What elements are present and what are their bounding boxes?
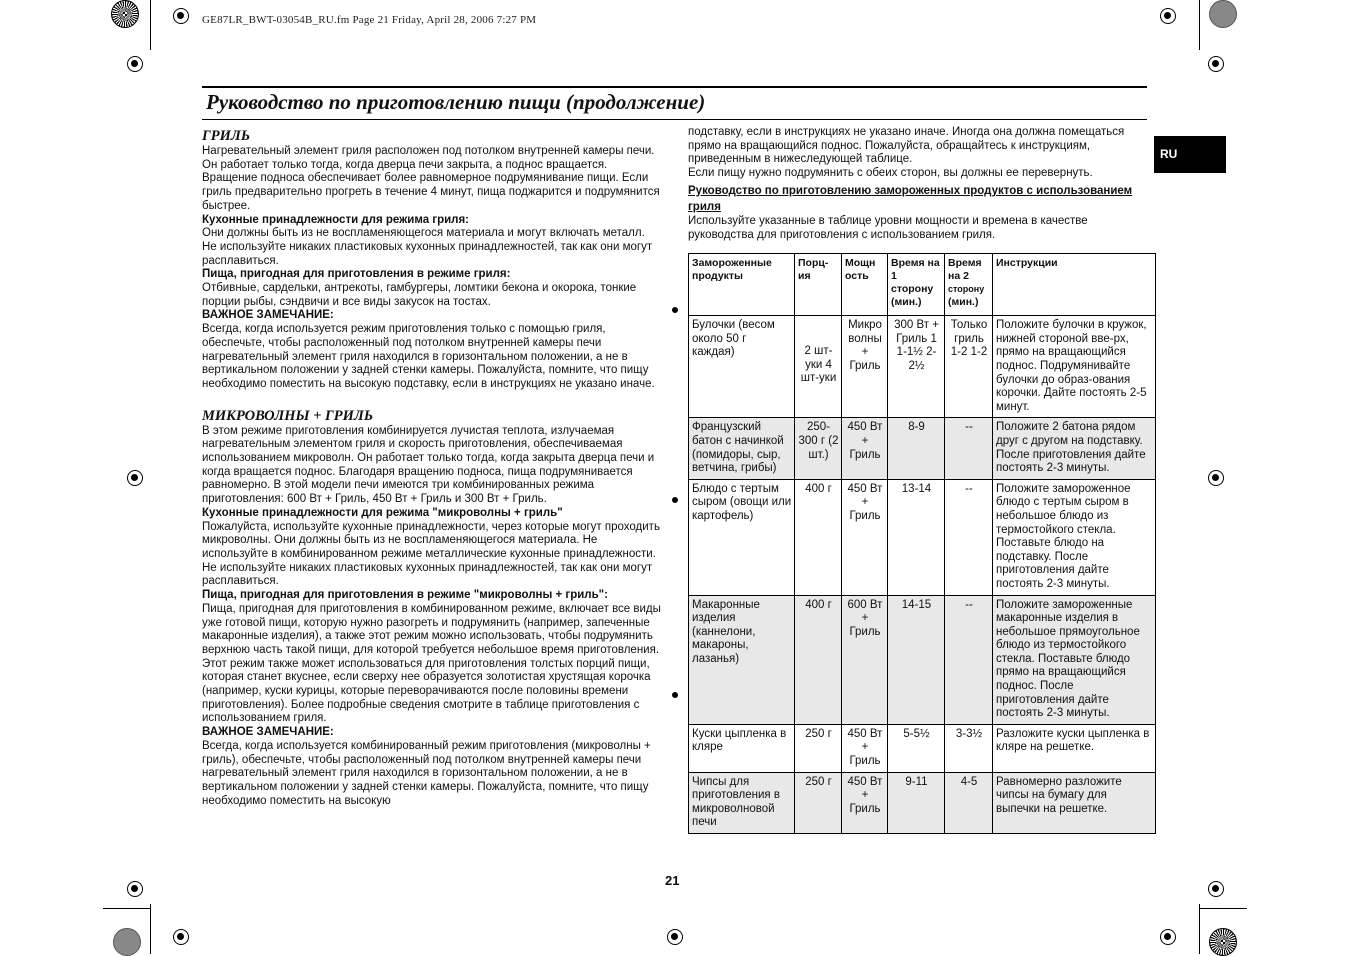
combo-food-text: Пища, пригодная для приготовления в комбинированном режиме, включает все виды уже готовой пищи, которую нужно разогреть и подрумянить (например, запеченные макаронные изделия), а также этот режим можно использовать, чтобы подрумянить верхнюю часть такой пищи, для которой требуется небольшое время приготовления. — [202, 602, 661, 656]
continued-text-2: Если пищу нужно подрумянить с обеих сторон, вы должны ее перевернуть. — [688, 167, 1093, 180]
cell-time-side2: Только гриль 1-2 1-2 — [945, 316, 993, 418]
cell-product: Французский батон с начинкой (помидоры, сыр, ветчина, грибы) — [689, 418, 795, 479]
cell-instructions: Положите замороженные макаронные изделия в небольшое прямоугольное блюдо из термостойкого стекла. Поставьте блюдо прямо на вращающийся поднос. После приготовления дайте постоять 2-3 минуты. — [993, 595, 1156, 724]
table-row — [689, 772, 1156, 833]
header-instructions: Инструкции — [993, 254, 1156, 316]
registration-disc-bottom-left — [113, 928, 141, 956]
frozen-food-table — [688, 253, 1156, 834]
crop-line — [103, 908, 151, 909]
crosshair-mark-left-middle — [127, 470, 143, 486]
registration-sunburst-bottom-right — [1209, 928, 1237, 956]
cell-instructions: Разложите куски цыпленка в кляре на решетке. — [993, 724, 1156, 772]
continued-text: подставку, если в инструкциях не указано иначе. Иногда она должна помещаться прямо на вращающийся поднос. Пожалуйста, обращайтесь к инструкциям, приведенным в нижеследующей таблице. — [688, 126, 1125, 166]
header-product: Замороженные продукты — [689, 254, 795, 316]
cell-power: 450 Вт + Гриль — [842, 479, 888, 595]
grill-food-heading: Пища, пригодная для приготовления в режиме гриля: — [202, 268, 511, 281]
registration-sunburst-top-left — [111, 0, 139, 28]
right-column — [688, 126, 1148, 834]
frozen-guide-title: Руководство по приготовлению замороженных продуктов с использованием гриля — [688, 184, 1133, 213]
cell-power: 600 Вт + Гриль — [842, 595, 888, 724]
cell-product: Блюдо с тертым сыром (овощи или картофель) — [689, 479, 795, 595]
cell-product: Куски цыпленка в кляре — [689, 724, 795, 772]
grill-note-heading: ВАЖНОЕ ЗАМЕЧАНИЕ: — [202, 309, 334, 322]
crosshair-mark-bottom-right — [1160, 929, 1176, 945]
crop-line — [150, 904, 151, 954]
combo-note-heading: ВАЖНОЕ ЗАМЕЧАНИЕ: — [202, 726, 334, 739]
grill-food-text: Отбивные, сардельки, антрекоты, гамбургеры, ломтики бекона и окорока, тонкие порции рыбы, сэндвичи и все виды закусок на тостах. — [202, 282, 637, 308]
grill-paragraph: Нагревательный элемент гриля расположен под потолком внутренней камеры печи. Он работает только тогда, когда дверца печи закрыта, а поднос вращается. Вращение подноса обеспечивает более равномерное подрумянивание пищи. Если гриль предварительно прогреть в течение 4 минут, пища поджарится и подрумянится быстрее. — [202, 145, 660, 212]
crop-line — [1199, 0, 1200, 50]
cell-time-side2: 3-3½ — [945, 724, 993, 772]
cell-time-side1: 13-14 — [888, 479, 945, 595]
header-power: Мощн ость — [842, 254, 888, 316]
combo-paragraph: В этом режиме приготовления комбинируется лучистая теплота, излучаемая нагревательным элементом гриля и скорость приготовления, обеспечиваемая использованием микроволн. Он работает только тогда, когда закрыта дверца печи и когда вращается поднос. Благодаря вращению подноса, пища подрумянивается равномерно. В этой модели печи имеются три комбинированных режима приготовления: 600 Вт + Гриль, 450 Вт + Гриль и 300 Вт + Гриль. — [202, 424, 655, 506]
combo-accessories-heading: Кухонные принадлежности для режима "микроволны + гриль" — [202, 506, 563, 519]
section-title-grill: ГРИЛЬ — [202, 128, 251, 144]
header-time-side1-unit: (мин.) — [891, 296, 922, 309]
cell-power: 450 Вт + Гриль — [842, 724, 888, 772]
cell-time-side1: 8-9 — [888, 418, 945, 479]
page-title: Руководство по приготовлению пищи (продолжение) — [206, 90, 706, 114]
cell-portion: 250 г — [795, 724, 842, 772]
grill-note-text: Всегда, когда используется режим приготовления только с помощью гриля, обеспечьте, чтобы расположенный под потолком внутренней камеры печи нагревательный элемент гриля находился в горизонтальном положении, а не в вертикальном положении у задней стенки камеры. Пожалуйста, помните, что пищу необходимо поместить на высокую подставку, если в инструкциях не указано иначе. — [202, 323, 655, 390]
grill-accessories-heading: Кухонные принадлежности для режима гриля: — [202, 213, 470, 226]
combo-accessories-text: Пожалуйста, используйте кухонные принадлежности, через которые могут проходить микроволны. Они должны быть из не воспламеняющегося материала. Не используйте в комбинированном режиме металлические кухонные принадлежности. Не используйте никаких пластиковых кухонных принадлежностей, так как они могут расплавиться. — [202, 520, 660, 588]
header-time-side2-small: сторону — [948, 284, 985, 295]
frozen-guide-intro: Используйте указанные в таблице уровни мощности и времена в качестве руководства для приготовления с использованием гриля. — [688, 214, 1088, 241]
header-portion: Порц-ия — [795, 254, 842, 316]
header-time-side1-label: Время на 1 сторону — [891, 257, 940, 296]
crosshair-mark-left-upper — [127, 56, 143, 72]
cell-instructions: Положите замороженное блюдо с тертым сыром в небольшое блюдо из термостойкого стекла. Поставьте блюдо на подставку. После приготовления дайте постоять 2-3 минуты. — [993, 479, 1156, 595]
table-row — [689, 724, 1156, 772]
cell-power: 450 Вт + Гриль — [842, 418, 888, 479]
section-title-combo: МИКРОВОЛНЫ + ГРИЛЬ — [202, 407, 374, 424]
cell-portion: 400 г — [795, 595, 842, 724]
combo-food-heading: Пища, пригодная для приготовления в режиме "микроволны + гриль": — [202, 589, 608, 602]
cell-time-side1: 5-5½ — [888, 724, 945, 772]
crosshair-mark-left-lower — [127, 881, 143, 897]
cell-portion: 400 г — [795, 479, 842, 595]
crosshair-mark-top-left — [173, 8, 189, 24]
binding-dot — [672, 497, 678, 503]
cell-product: Макаронные изделия (каннелони, макароны, лазанья) — [689, 595, 795, 724]
header-time-side1 — [888, 254, 945, 316]
combo-note-text: Всегда, когда используется комбинированный режим приготовления (микроволны + гриль), обеспечьте, чтобы расположенный под потолком внутренней камеры печи нагревательный элемент гриля находился в горизонтальном положении, а не в вертикальном положении у задней стенки камеры. Пожалуйста, помните, что пищу необходимо поместить на высокую — [202, 739, 651, 807]
table-header-row — [689, 254, 1156, 316]
header-time-side2-unit: (мин.) — [948, 296, 979, 309]
cell-product: Булочки (весом около 50 г каждая) — [689, 316, 795, 418]
page-number: 21 — [665, 873, 680, 888]
cell-time-side2: 4-5 — [945, 772, 993, 833]
table-row — [689, 595, 1156, 724]
crop-line — [1199, 904, 1200, 954]
left-column — [202, 126, 662, 808]
crosshair-mark-bottom-center — [667, 929, 683, 945]
crosshair-mark-top-right — [1160, 8, 1176, 24]
binding-dot — [672, 692, 678, 698]
crosshair-mark-bottom-left — [173, 929, 189, 945]
cell-time-side1: 14-15 — [888, 595, 945, 724]
cell-portion: 250-300 г (2 шт.) — [795, 418, 842, 479]
crop-line — [150, 0, 151, 50]
cell-time-side2: -- — [945, 418, 993, 479]
table-row — [689, 418, 1156, 479]
title-rule-top — [202, 86, 1147, 88]
cell-portion: 2 шт-уки 4 шт-уки — [795, 316, 842, 418]
table-row — [689, 316, 1156, 418]
title-rule-bottom — [202, 119, 1147, 120]
registration-disc-top-right — [1209, 0, 1237, 28]
binding-dot — [672, 307, 678, 313]
language-tab: RU — [1154, 136, 1226, 173]
cell-power: Микро волны + Гриль — [842, 316, 888, 418]
cell-portion: 250 г — [795, 772, 842, 833]
crop-line — [1199, 908, 1247, 909]
cell-product: Чипсы для приготовления в микроволновой печи — [689, 772, 795, 833]
table-row — [689, 479, 1156, 595]
header-time-side2 — [945, 254, 993, 316]
cell-time-side1: 9-11 — [888, 772, 945, 833]
file-info-line: GE87LR_BWT-03054B_RU.fm Page 21 Friday, April 28, 2006 7:27 PM — [202, 14, 537, 26]
combo-food-text-2: Этот режим также может использоваться для приготовления толстых порций пищи, которая станет вкуснее, если сверху нее образуется золотистая хрустящая корочка (например, куски курицы, которые переворачиваются после половины времени приготовления). Более подробные сведения смотрите в таблице приготовления с использованием гриля. — [202, 657, 651, 725]
cell-power: 450 Вт + Гриль — [842, 772, 888, 833]
cell-instructions: Положите 2 батона рядом друг с другом на подставку. После приготовления дайте постоять 2-3 минуты. — [993, 418, 1156, 479]
cell-instructions: Положите булочки в кружок, нижней стороной вве-рх, прямо на вращающийся поднос. Подрумянивайте булочки до образ-ования корочки. Дайте постоять 2-5 минут. — [993, 316, 1156, 418]
cell-instructions: Равномерно разложите чипсы на бумагу для выпечки на решетке. — [993, 772, 1156, 833]
cell-time-side1: 300 Вт + Гриль 1 1-1½ 2-2½ — [888, 316, 945, 418]
crosshair-mark-right-upper — [1208, 56, 1224, 72]
header-time-side2-label: Время на 2 — [948, 257, 982, 283]
cell-time-side2: -- — [945, 595, 993, 724]
crosshair-mark-right-middle — [1208, 470, 1224, 486]
cell-time-side2: -- — [945, 479, 993, 595]
crosshair-mark-right-lower — [1208, 881, 1224, 897]
grill-accessories-text: Они должны быть из не воспламеняющегося материала и могут включать металл. Не используйте никаких пластиковых кухонных принадлежностей, так как они могут расплавиться. — [202, 227, 653, 267]
